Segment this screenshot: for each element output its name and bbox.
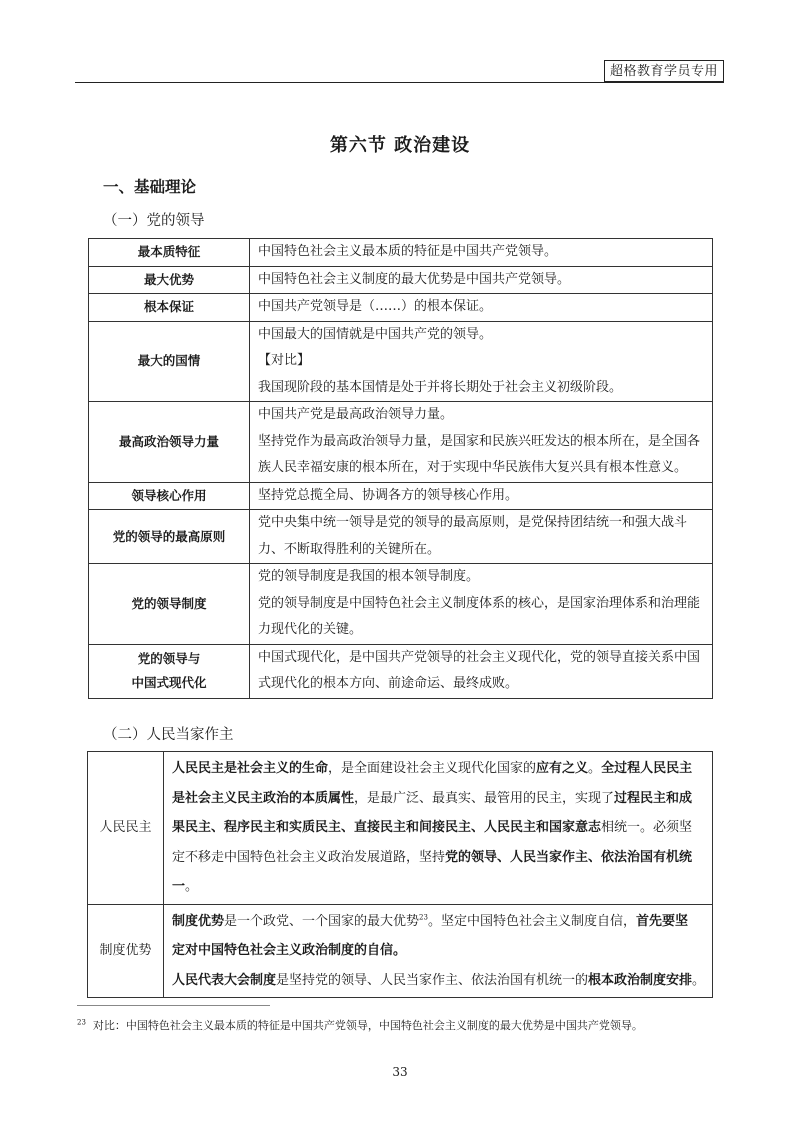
emphasis-text: 是社会主义民主政治的本质属性	[172, 790, 355, 806]
table-row	[89, 482, 713, 510]
text-segment: 是坚持党的领导、人民当家作主、依法治国有机统一的	[276, 972, 589, 988]
page-title: 第六节 政治建设	[329, 135, 471, 156]
header-stamp: 超格教育学员专用	[604, 60, 724, 82]
row-label: 最高政治领导力量	[89, 402, 250, 483]
row-content-line	[172, 907, 708, 937]
row-label: 最本质特征	[89, 239, 250, 267]
footnote	[77, 1017, 643, 1033]
emphasis-text: 全过程人民民主	[601, 761, 693, 776]
header-rule	[75, 82, 724, 83]
people-masters-table	[87, 751, 713, 998]
row-content-line: 力、不断取得胜利的关键所在。	[258, 541, 441, 557]
row-content	[250, 402, 713, 483]
text-segment: 。	[692, 972, 706, 988]
row-content	[250, 321, 713, 402]
row-label-line: 中国式现代化	[131, 675, 207, 690]
row-content-line: 【对比】	[258, 353, 311, 368]
row-content-line: 坚持党总揽全局、协调各方的领导核心作用。	[258, 487, 519, 503]
row-label-line: 党的领导与	[137, 651, 201, 666]
row-content-line	[172, 843, 708, 873]
subsection-heading-people-masters: （二）人民当家作主	[103, 727, 234, 743]
page-number: 33	[392, 1065, 408, 1079]
row-content	[164, 752, 713, 905]
row-content	[250, 510, 713, 564]
row-label: 人民民主	[88, 752, 164, 905]
row-content-line: 式现代化的根本方向、前途命运、最终成败。	[258, 676, 519, 691]
emphasis-text: 一	[172, 879, 186, 894]
row-label: 最大优势	[89, 266, 250, 294]
emphasis-text: 过程民主和成	[614, 790, 693, 806]
text-segment: ，是全面建设社会主义现代化国家的	[328, 761, 537, 776]
text-segment: 。	[185, 879, 199, 894]
row-content-line: 坚持党作为最高政治领导力量，是国家和民族兴旺发达的根本所在，是全国各	[258, 433, 701, 449]
row-content-line: 中国共产党是最高政治领导力量。	[258, 407, 454, 422]
footnote-text: 对比：中国特色社会主义最本质的特征是中国共产党领导，中国特色社会主义制度的最大优势是中国共产党领导。	[92, 1019, 643, 1032]
table-row	[89, 564, 713, 645]
row-content-line	[172, 966, 708, 996]
row-content-line: 党的领导制度是中国特色社会主义制度体系的核心，是国家治理体系和治理能	[258, 595, 701, 611]
row-content-line: 力现代化的关键。	[258, 622, 363, 637]
table-row	[88, 904, 713, 998]
row-content-line	[172, 754, 708, 784]
table-row	[89, 239, 713, 267]
emphasis-text: 果民主、程序民主和实质民主、直接民主和间接民主、人民民主和国家意志	[172, 820, 602, 835]
row-content	[250, 294, 713, 322]
footnote-ref: 23	[419, 913, 428, 922]
table-row	[89, 294, 713, 322]
row-content-line: 中国最大的国情就是中国共产党的领导。	[258, 326, 493, 342]
emphasis-text: 党的领导、人民当家作主、依法治国有机统	[445, 849, 693, 865]
text-segment: 。	[588, 761, 602, 776]
table-row	[89, 644, 713, 698]
text-segment: 。坚定中国特色社会主义制度自信，	[427, 913, 636, 929]
table-row	[89, 510, 713, 564]
emphasis-text: 根本政治制度安排	[588, 972, 693, 988]
emphasis-text: 应有之义	[536, 761, 589, 776]
emphasis-text: 制度优势	[172, 913, 225, 929]
text-segment: 定不移走中国特色社会主义政治发展道路，坚持	[172, 849, 446, 865]
row-content-line: 中国共产党领导是（……）的根本保证。	[258, 299, 493, 314]
row-content	[250, 644, 713, 698]
footnote-rule	[77, 1005, 270, 1006]
row-content	[250, 482, 713, 510]
row-label: 根本保证	[89, 294, 250, 322]
text-segment: ，是最广泛、最真实、最管用的民主，实现了	[354, 790, 615, 806]
table-row	[89, 321, 713, 402]
row-content	[164, 904, 713, 998]
row-label: 领导核心作用	[89, 482, 250, 510]
emphasis-text: 人民民主是社会主义的生命	[172, 761, 329, 776]
row-label	[89, 644, 250, 698]
row-label: 党的领导制度	[89, 564, 250, 645]
row-content-line	[172, 936, 708, 966]
row-content-line	[172, 872, 708, 902]
row-content-line: 中国特色社会主义制度的最大优势是中国共产党领导。	[258, 271, 571, 287]
table-row	[89, 402, 713, 483]
table-row	[89, 266, 713, 294]
row-content-line: 党中央集中统一领导是党的领导的最高原则，是党保持团结统一和强大战斗	[258, 515, 688, 530]
row-content-line: 中国特色社会主义最本质的特征是中国共产党领导。	[258, 244, 558, 259]
table-row	[88, 752, 713, 905]
row-content-line	[172, 784, 708, 814]
row-content	[250, 239, 713, 267]
section-heading: 一、基础理论	[103, 178, 197, 196]
emphasis-text: 人民代表大会制度	[172, 972, 277, 988]
subsection-heading-party-leadership: （一）党的领导	[103, 213, 205, 229]
row-content-line: 中国式现代化，是中国共产党领导的社会主义现代化，党的领导直接关系中国	[258, 649, 701, 665]
emphasis-text: 首先要坚	[635, 913, 688, 929]
row-label: 制度优势	[88, 904, 164, 998]
row-content	[250, 564, 713, 645]
emphasis-text: 定对中国特色社会主义政治制度的自信。	[172, 943, 407, 958]
row-content-line	[172, 813, 708, 843]
row-content-line: 我国现阶段的基本国情是处于并将长期处于社会主义初级阶段。	[258, 379, 623, 395]
row-content	[250, 266, 713, 294]
text-segment: 是一个政党、一个国家的最大优势	[224, 913, 420, 929]
row-label: 最大的国情	[89, 321, 250, 402]
footnote-marker: 23	[77, 1018, 86, 1027]
party-leadership-table	[88, 238, 713, 699]
row-label: 党的领导的最高原则	[89, 510, 250, 564]
text-segment: 相统一。必须坚	[601, 820, 693, 835]
row-content-line: 党的领导制度是我国的根本领导制度。	[258, 569, 480, 584]
row-content-line: 族人民幸福安康的根本所在，对于实现中华民族伟大复兴具有根本性意义。	[258, 460, 688, 475]
